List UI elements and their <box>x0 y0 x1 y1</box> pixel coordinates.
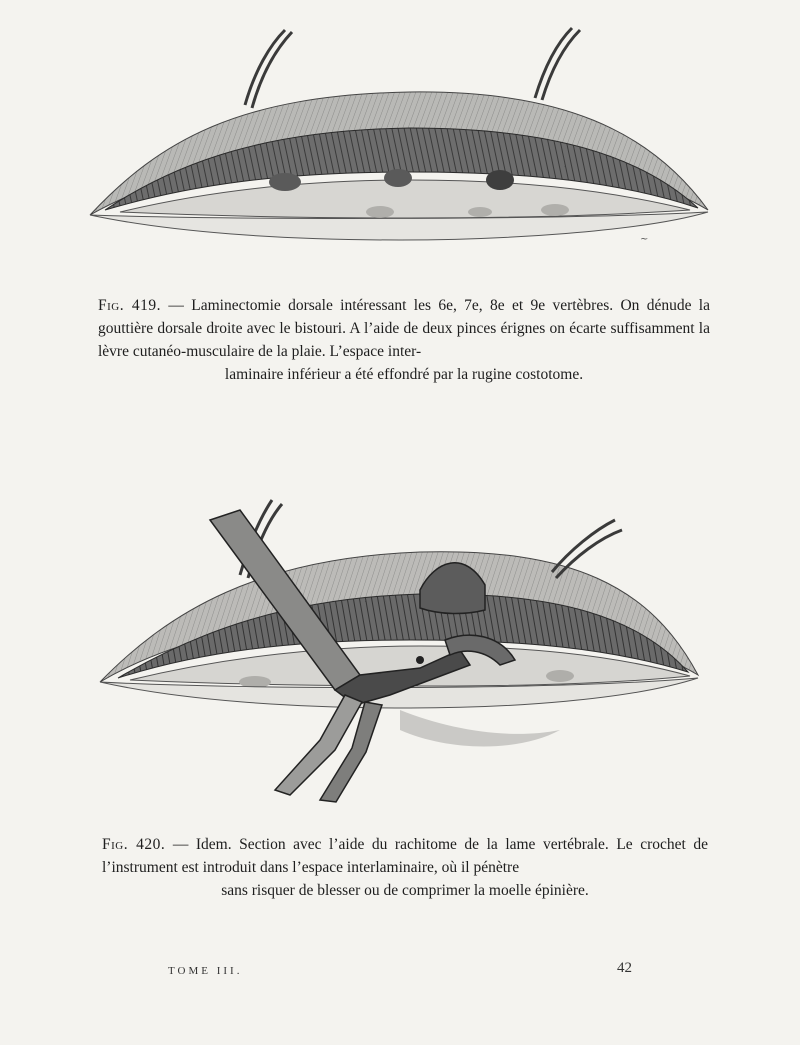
figure-419-number: Fig. 419. <box>98 297 162 314</box>
figure-419-caption <box>98 294 710 386</box>
page-number: 42 <box>617 960 632 976</box>
figure-419-illustration <box>80 20 720 260</box>
svg-text:~: ~ <box>640 234 649 245</box>
figure-420-caption <box>102 833 708 902</box>
figure-420-caption-last-line: sans risquer de blesser ou de comprimer la moelle épinière. <box>221 882 589 899</box>
figure-420-number: Fig. 420. <box>102 836 166 853</box>
figure-419-caption-last-line: laminaire inférieur a été effondré par la rugine costotome. <box>224 366 584 383</box>
figure-420-illustration <box>90 490 710 820</box>
figure-419-caption-text: — Laminectomie dorsale intéressant les 6e, 7e, 8e et 9e vertèbres. On dénude la gouttière dorsale droite avec le bistouri. A l’aide de deux pinces érignes on écarte suffisamment la lèvre cutanéo-musculaire de la plaie. L’espace inter- <box>98 297 710 360</box>
figure-420-caption-text: — Idem. Section avec l’aide du rachitome de la lame vertébrale. Le crochet de l’instrument est introduit dans l’espace interlaminaire, où il pénètre <box>102 836 708 876</box>
volume-label: TOME III. <box>168 965 243 977</box>
